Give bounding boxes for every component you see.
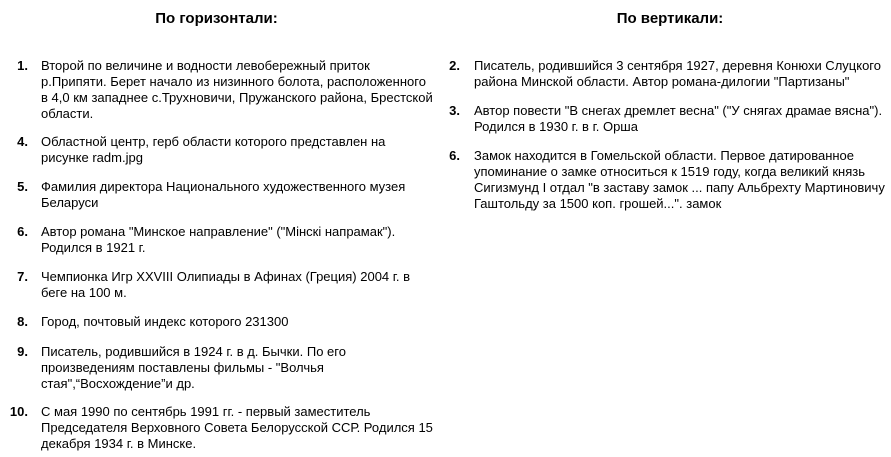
clue-text: Замок находится в Гомельской области. Первое датированное упоминание о замке относиться к 1519 году, когда великий князь Сигизмунд I отдал "в заставу замок ... папу Альбрехту Мартиновичу Гаштольду за 1500 коп. грошей...". замок <box>474 148 885 211</box>
clue-number: 7. <box>17 269 28 284</box>
clue-text: Второй по величине и водности левобережный приток р.Припяти. Берет начало из низинного болота, расположенного в 4,0 км западнее с.Трухновичи, Пружанского района, Брестской области. <box>41 58 433 121</box>
clue-text: С мая 1990 по сентябрь 1991 гг. - первый заместитель Председателя Верховного Совета Белорусской ССР. Родился 15 декабря 1934 г. в Минске. <box>41 404 433 451</box>
across-heading: По горизонтали: <box>155 10 278 27</box>
clue-text: Писатель, родившийся 3 сентября 1927, деревня Конюхи Слуцкого района Минской области. Автор романа-дилогии "Партизаны" <box>474 58 881 89</box>
clue-number: 5. <box>17 179 28 194</box>
clue-text: Писатель, родившийся в 1924 г. в д. Бычки. По его произведениям поставлены фильмы - "Волчья стая",“Восхождение”и др. <box>41 344 346 391</box>
clue-text: Автор романа "Минское направление" ("Мінскі напрамак"). Родился в 1921 г. <box>41 224 396 255</box>
clue-text: Чемпионка Игр XXVIII Олипиады в Афинах (Греция) 2004 г. в беге на 100 м. <box>41 269 411 300</box>
down-heading: По вертикали: <box>616 10 724 27</box>
clue-number: 6. <box>17 224 28 239</box>
clue-text: Фамилия директора Национального художественного музея Беларуси <box>41 179 406 210</box>
clue-number: 8. <box>17 314 28 329</box>
clue-number: 6. <box>449 148 460 163</box>
clue-number: 1. <box>17 58 28 73</box>
clue-number: 3. <box>449 103 460 118</box>
clue-number: 9. <box>17 344 28 359</box>
clue-number: 2. <box>449 58 460 73</box>
clue-text: Областной центр, герб области которого представлен на рисунке radm.jpg <box>41 134 386 165</box>
clue-text: Город, почтовый индекс которого 231300 <box>41 314 289 329</box>
clue-text: Автор повести "В снегах дремлет весна" ("У снягах драмае вясна"). Родился в 1930 г. в г. Орша <box>474 103 883 134</box>
clue-number: 4. <box>17 134 28 149</box>
clue-number: 10. <box>9 404 28 419</box>
